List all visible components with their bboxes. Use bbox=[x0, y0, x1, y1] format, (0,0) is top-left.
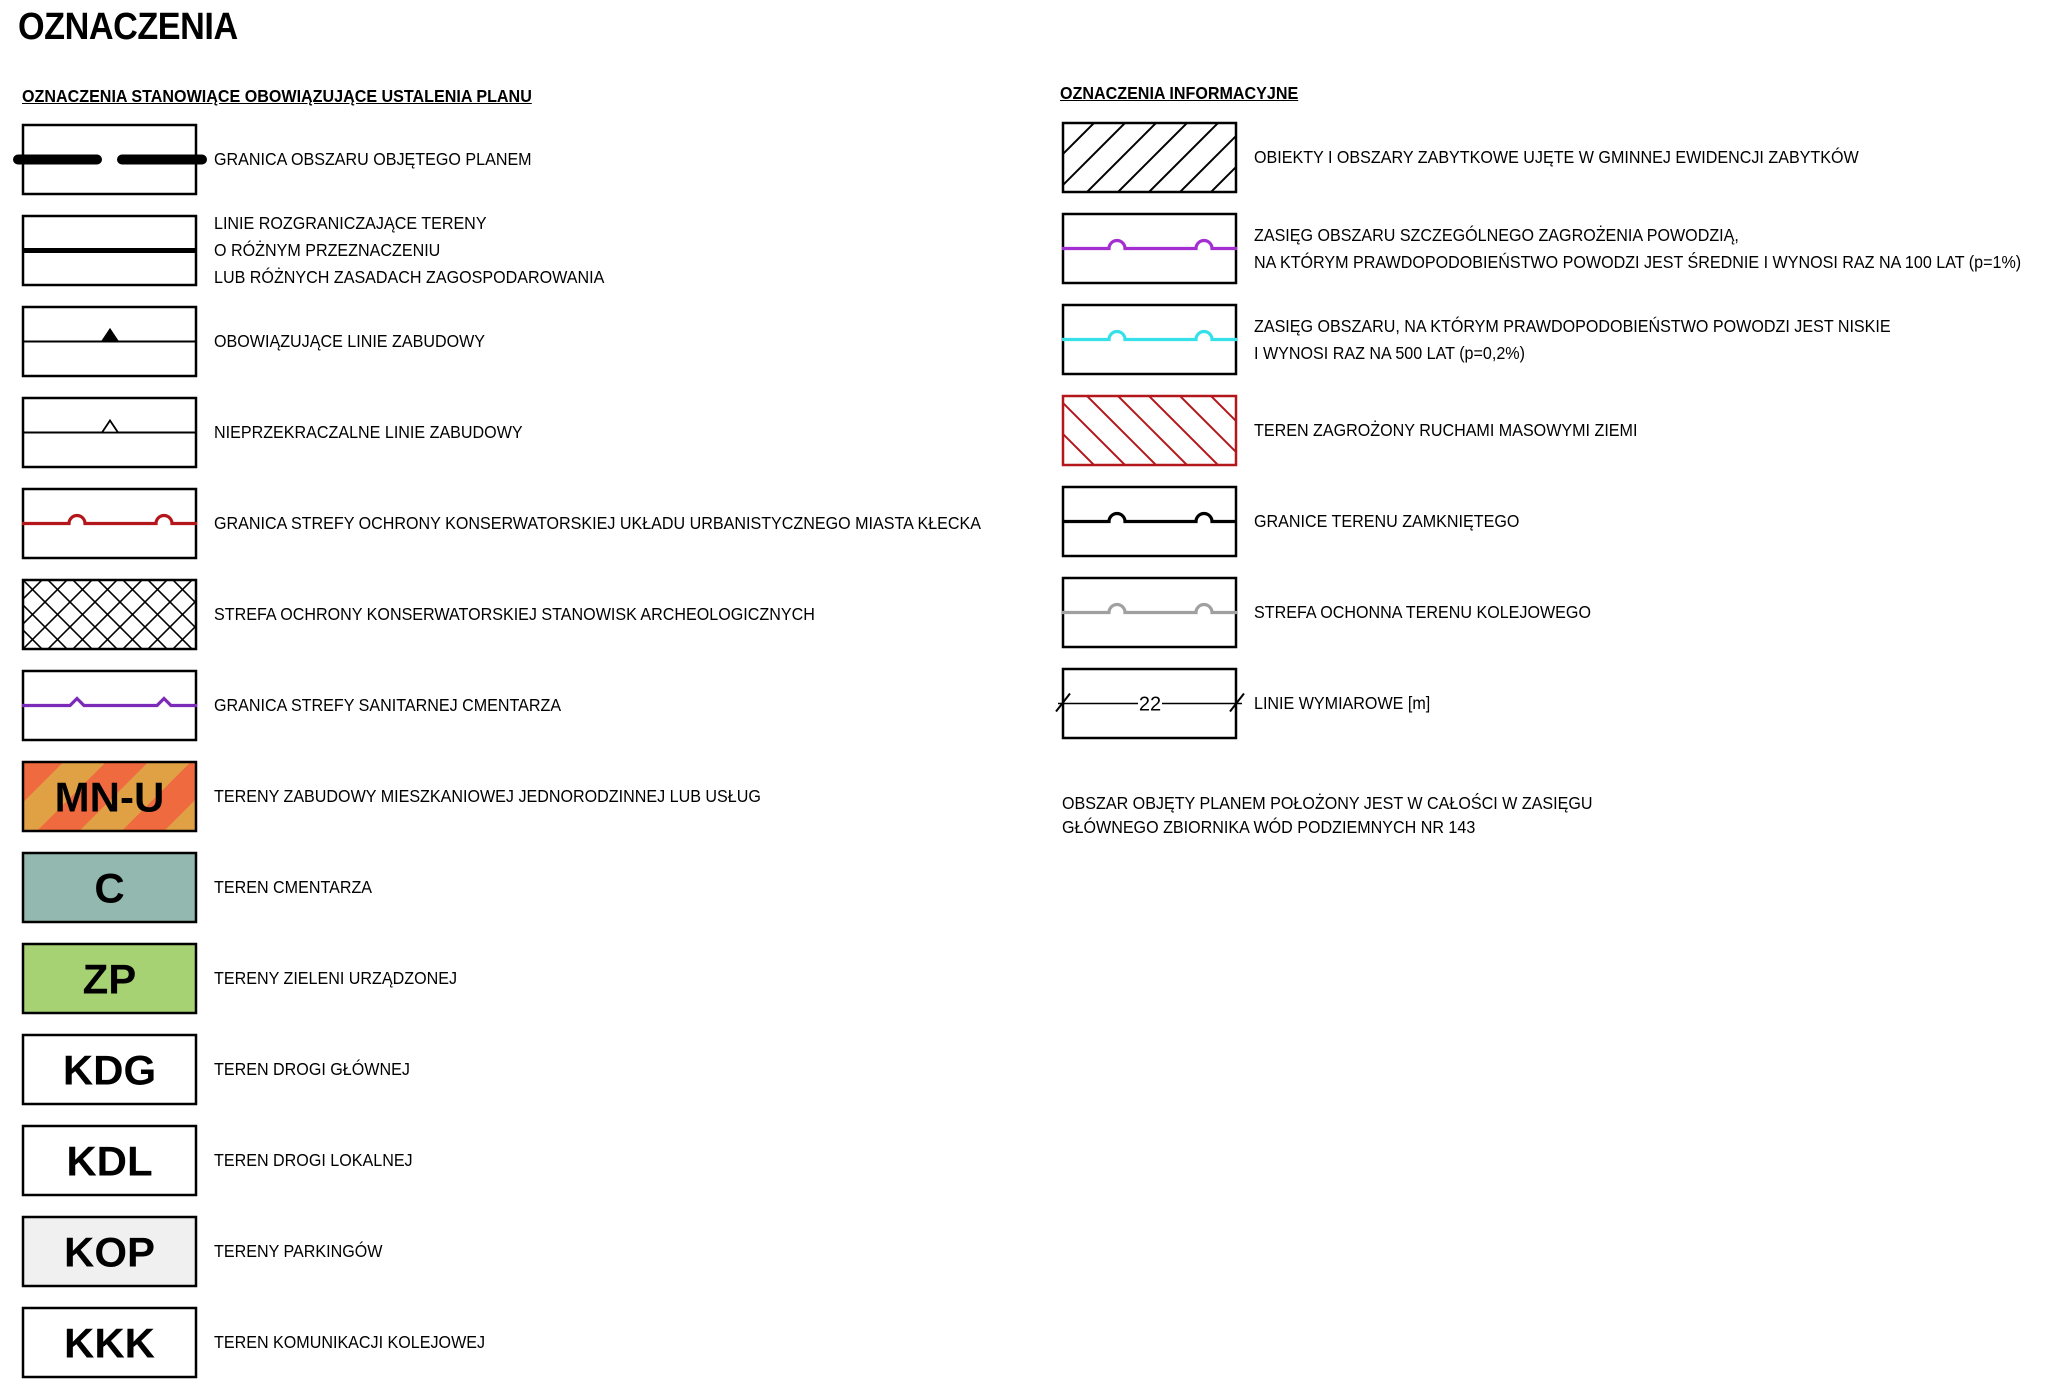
right-item-5-label bbox=[1254, 508, 1519, 535]
left-item-14-label-line-1: TEREN KOMUNIKACJI KOLEJOWEJ bbox=[214, 1332, 486, 1352]
left-item-11-label bbox=[214, 1056, 410, 1083]
left-item-10-code: ZP bbox=[82, 955, 137, 1003]
left-item-8-label-line-1: TERENY ZABUDOWY MIESZKANIOWEJ JEDNORODZINNEJ LUB USŁUG bbox=[214, 786, 761, 806]
right-item-2-label-line-2: NA KTÓRYM PRAWDOPODOBIEŃSTWO POWODZI JEST ŚREDNIE I WYNOSI RAZ NA 100 LAT (p=1%) bbox=[1254, 251, 2022, 272]
right-item-4-frame bbox=[1063, 396, 1236, 465]
left-item-1-label bbox=[214, 146, 532, 173]
left-item-2-symbol bbox=[22, 215, 197, 286]
left-item-5-symbol bbox=[22, 488, 197, 559]
binding-designations-heading: OZNACZENIA STANOWIĄCE OBOWIĄZUJĄCE USTALENIA PLANU bbox=[22, 86, 532, 106]
right-item-5-label-line-1: GRANICE TERENU ZAMKNIĘTEGO bbox=[1254, 511, 1520, 531]
left-item-11-label-line-1: TEREN DROGI GŁÓWNEJ bbox=[214, 1059, 410, 1079]
left-item-9-symbol bbox=[22, 852, 197, 923]
left-item-2-label-line-3: LUB RÓŻNYCH ZASADACH ZAGOSPODAROWANIA bbox=[214, 267, 605, 287]
left-item-12-label-line-1: TEREN DROGI LOKALNEJ bbox=[214, 1150, 413, 1170]
left-item-3-filled-triangle bbox=[102, 330, 118, 342]
left-item-12-label bbox=[214, 1147, 413, 1174]
right-item-1-label-line-1: OBIEKTY I OBSZARY ZABYTKOWE UJĘTE W GMINNEJ EWIDENCJI ZABYTKÓW bbox=[1254, 147, 1859, 167]
left-item-1-label-line-1: GRANICA OBSZARU OBJĘTEGO PLANEM bbox=[214, 149, 532, 169]
right-item-3-bumped-line bbox=[1062, 332, 1237, 340]
left-item-7-label-line-1: GRANICA STREFY SANITARNEJ CMENTARZA bbox=[214, 695, 562, 715]
left-item-3-symbol bbox=[22, 306, 197, 377]
right-item-3-label bbox=[1254, 313, 1891, 367]
right-item-3-label-line-1: ZASIĘG OBSZARU, NA KTÓRYM PRAWDOPODOBIEŃSTWO POWODZI JEST NISKIE bbox=[1254, 315, 1891, 336]
left-item-5-bumped-line bbox=[22, 516, 197, 524]
left-item-8-label bbox=[214, 783, 761, 810]
groundwater-note-line-1: OBSZAR OBJĘTY PLANEM POŁOŻONY JEST W CAŁOŚCI W ZASIĘGU bbox=[1062, 793, 1593, 813]
right-item-7-symbol bbox=[1062, 668, 1237, 739]
left-item-11-symbol bbox=[22, 1034, 197, 1105]
left-item-6-label-line-1: STREFA OCHRONY KONSERWATORSKIEJ STANOWISK ARCHEOLOGICZNYCH bbox=[214, 604, 815, 624]
left-item-6-symbol bbox=[22, 579, 197, 650]
right-item-6-label bbox=[1254, 599, 1591, 626]
left-item-13-symbol bbox=[22, 1216, 197, 1287]
left-item-13-label-line-1: TERENY PARKINGÓW bbox=[214, 1241, 383, 1261]
left-item-10-label bbox=[214, 965, 457, 992]
left-item-12-code: KDL bbox=[66, 1137, 153, 1185]
right-item-1-symbol bbox=[1062, 122, 1237, 193]
left-item-7-label bbox=[214, 692, 561, 719]
left-item-9-code: C bbox=[94, 864, 125, 912]
left-item-14-code: KKK bbox=[64, 1319, 155, 1367]
left-item-10-label-line-1: TERENY ZIELENI URZĄDZONEJ bbox=[214, 968, 458, 988]
right-item-4-symbol bbox=[1062, 395, 1237, 466]
left-item-9-label-line-1: TEREN CMENTARZA bbox=[214, 877, 373, 897]
left-item-9-label bbox=[214, 874, 372, 901]
left-item-13-label bbox=[214, 1238, 382, 1265]
right-item-2-symbol bbox=[1062, 213, 1237, 284]
informational-designations-heading: OZNACZENIA INFORMACYJNE bbox=[1060, 83, 1299, 103]
left-item-6-frame bbox=[23, 580, 196, 649]
groundwater-note-line-2: GŁÓWNEGO ZBIORNIKA WÓD PODZIEMNYCH NR 143 bbox=[1062, 817, 1476, 837]
left-item-4-symbol bbox=[22, 397, 197, 468]
left-item-4-label bbox=[214, 419, 523, 446]
left-item-14-label bbox=[214, 1329, 485, 1356]
legend-title: OZNACZENIA bbox=[18, 6, 238, 48]
left-item-6-label bbox=[214, 601, 815, 628]
right-item-7-label bbox=[1254, 690, 1430, 717]
left-item-2-label-line-2: O RÓŻNYM PRZEZNACZENIU bbox=[214, 240, 441, 260]
left-item-4-label-line-1: NIEPRZEKRACZALNE LINIE ZABUDOWY bbox=[214, 422, 523, 442]
left-item-8-code: MN-U bbox=[54, 773, 165, 821]
right-item-6-bumped-line bbox=[1062, 605, 1237, 613]
left-item-7-peaked-line bbox=[22, 699, 197, 706]
right-item-2-label-line-1: ZASIĘG OBSZARU SZCZEGÓLNEGO ZAGROŻENIA POWODZIĄ, bbox=[1254, 224, 1739, 245]
left-item-12-symbol bbox=[22, 1125, 197, 1196]
right-item-5-symbol bbox=[1062, 486, 1237, 557]
left-item-11-code: KDG bbox=[62, 1046, 157, 1094]
right-item-4-label bbox=[1254, 417, 1637, 444]
left-item-10-symbol bbox=[22, 943, 197, 1014]
right-item-1-label bbox=[1254, 144, 1859, 171]
left-item-2-label-line-1: LINIE ROZGRANICZAJĄCE TERENY bbox=[214, 213, 487, 233]
right-item-4-label-line-1: TEREN ZAGROŻONY RUCHAMI MASOWYMI ZIEMI bbox=[1254, 420, 1638, 440]
right-item-6-symbol bbox=[1062, 577, 1237, 648]
right-item-7-dimension-value: 22 bbox=[1138, 693, 1162, 716]
left-item-7-symbol bbox=[22, 670, 197, 741]
left-item-4-open-triangle bbox=[102, 421, 118, 433]
left-item-2-label bbox=[214, 210, 604, 291]
groundwater-note bbox=[1062, 791, 1593, 839]
right-item-2-bumped-line bbox=[1062, 241, 1237, 249]
left-item-13-code: KOP bbox=[63, 1228, 156, 1276]
left-item-5-label-line-1: GRANICA STREFY OCHRONY KONSERWATORSKIEJ UKŁADU URBANISTYCZNEGO MIASTA KŁECKA bbox=[214, 513, 981, 533]
left-item-8-symbol bbox=[22, 761, 197, 832]
left-item-3-label-line-1: OBOWIĄZUJĄCE LINIE ZABUDOWY bbox=[214, 331, 486, 351]
right-item-6-label-line-1: STREFA OCHONNA TERENU KOLEJOWEGO bbox=[1254, 602, 1591, 622]
left-item-5-label bbox=[214, 510, 981, 537]
right-item-1-frame bbox=[1063, 123, 1236, 192]
left-item-3-label bbox=[214, 328, 485, 355]
right-item-3-symbol bbox=[1062, 304, 1237, 375]
right-item-2-label bbox=[1254, 222, 2021, 276]
right-item-3-label-line-2: I WYNOSI RAZ NA 500 LAT (p=0,2%) bbox=[1254, 342, 1525, 363]
right-item-7-label-line-1: LINIE WYMIAROWE [m] bbox=[1254, 693, 1431, 713]
left-item-1-symbol bbox=[22, 124, 197, 195]
left-item-14-symbol bbox=[22, 1307, 197, 1378]
right-item-5-bumped-line bbox=[1062, 514, 1237, 522]
